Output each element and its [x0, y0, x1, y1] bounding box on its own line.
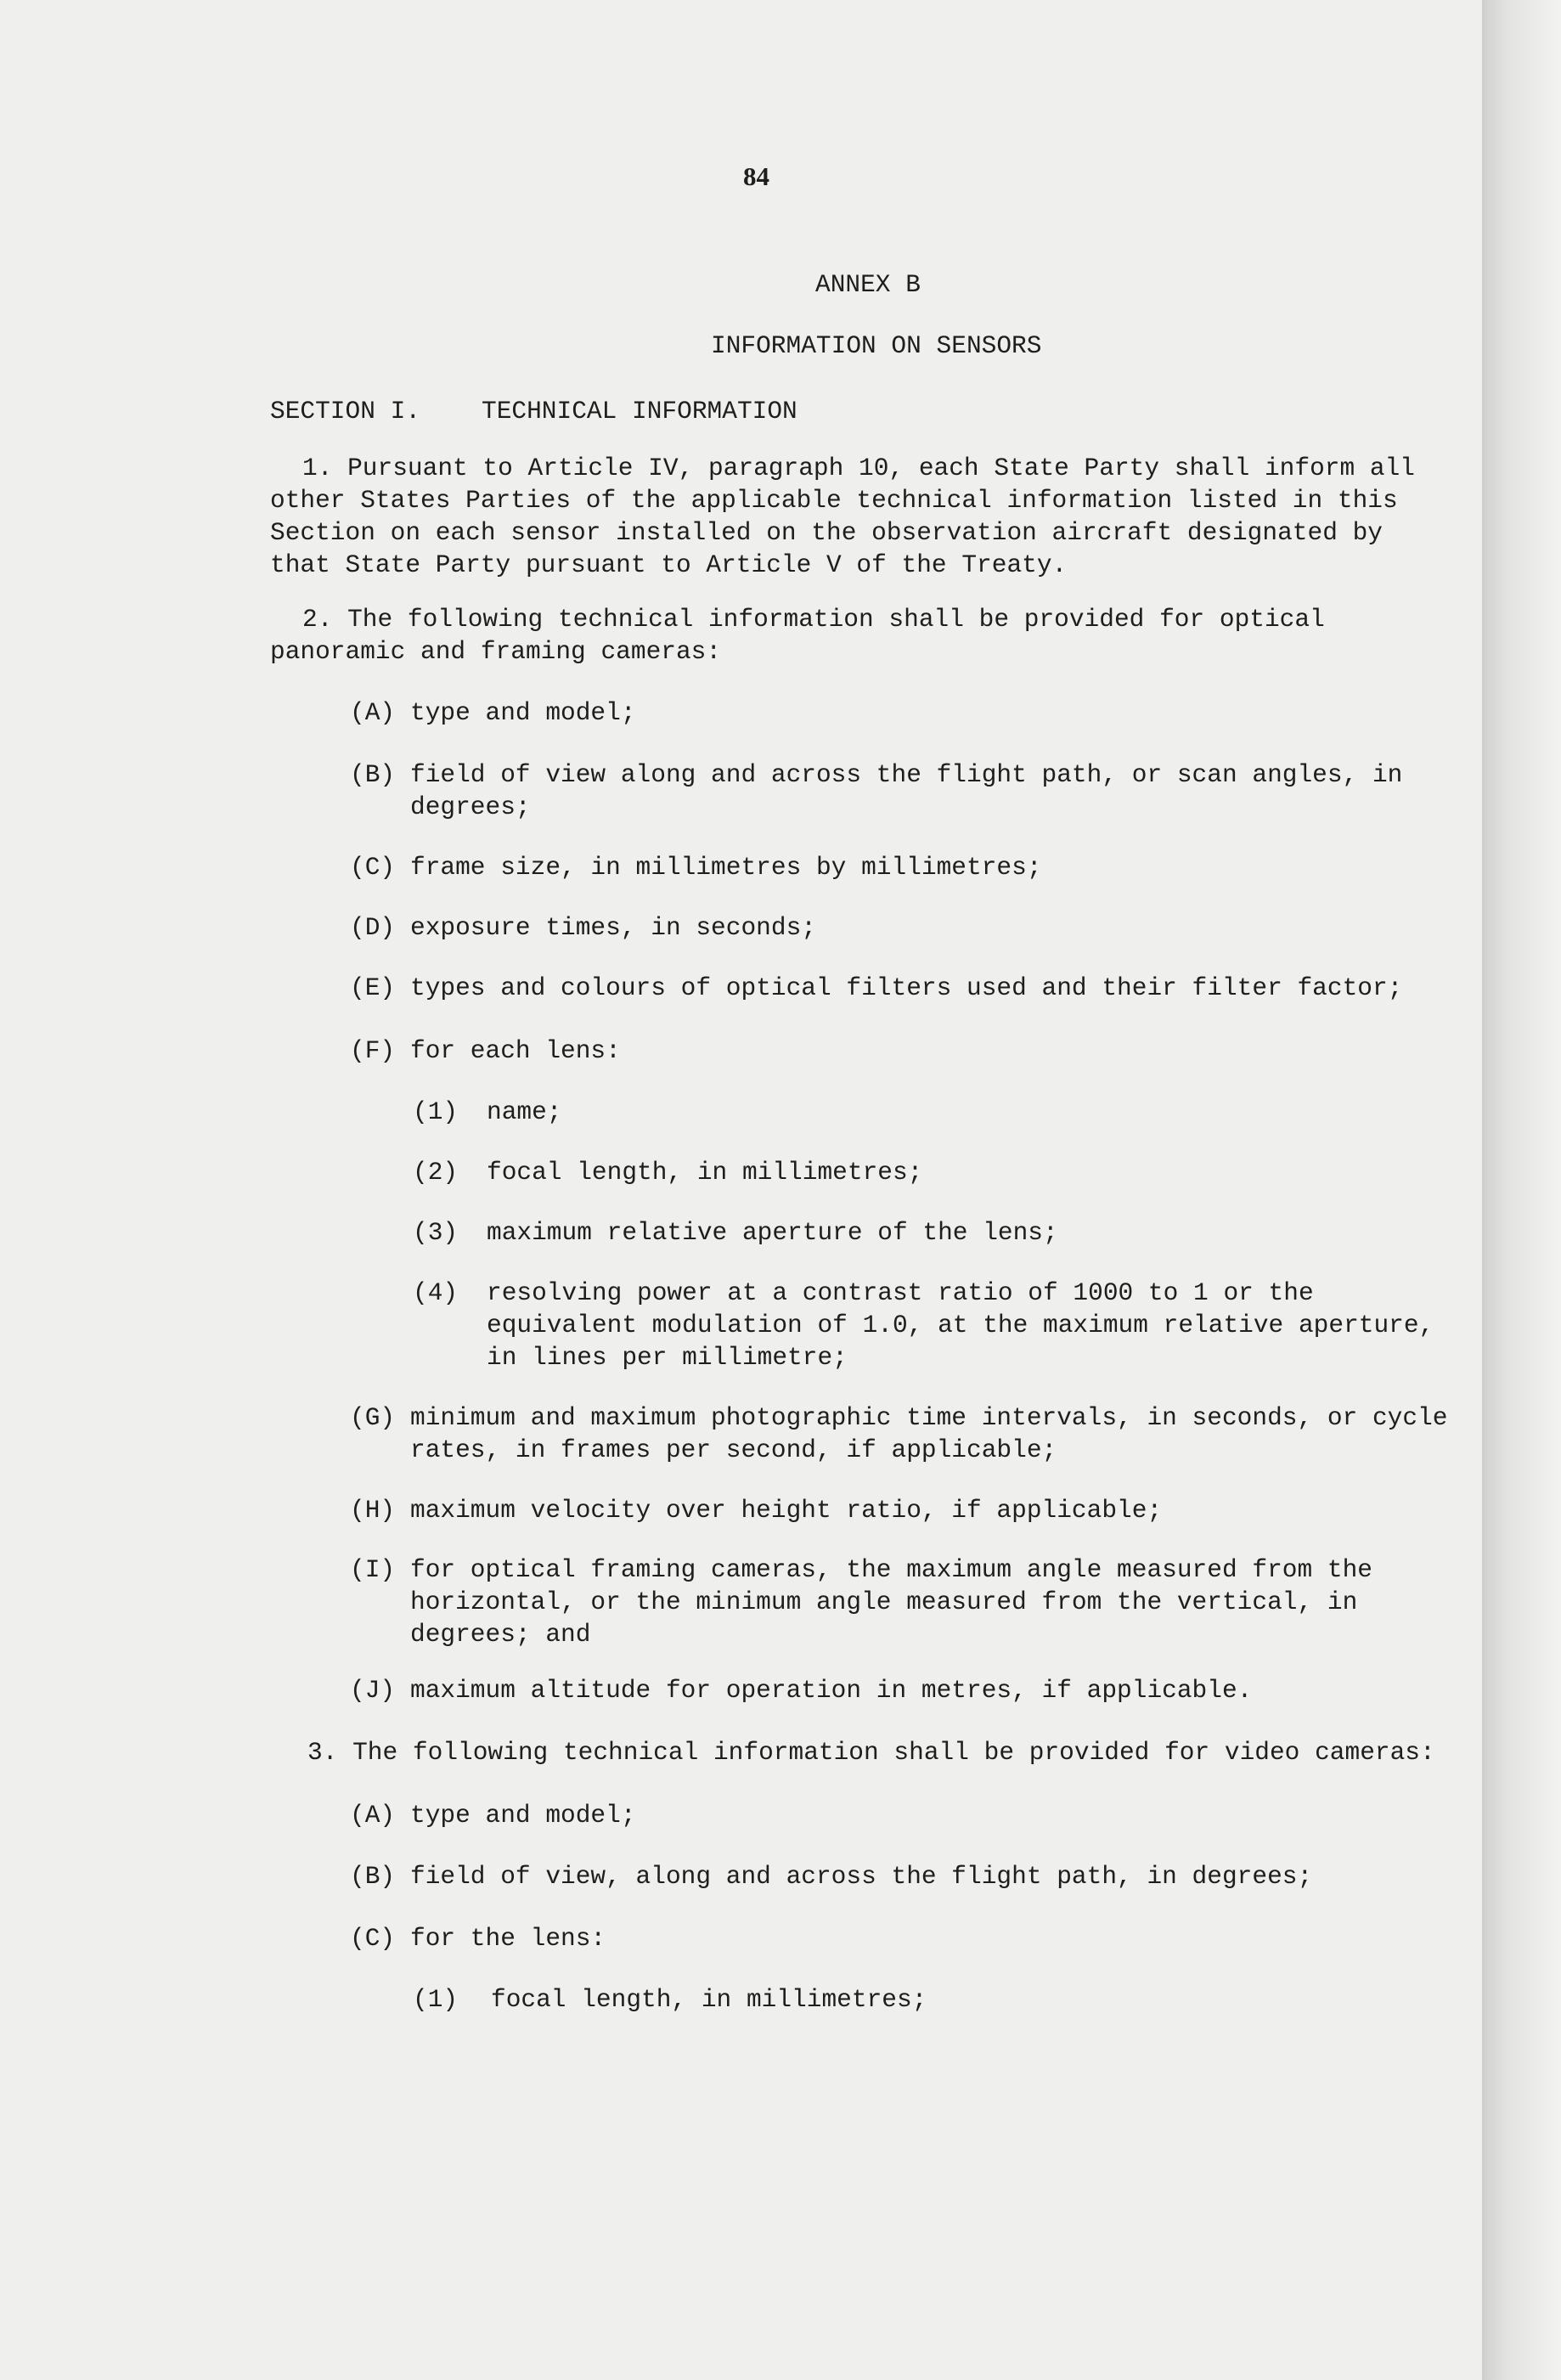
item-label: (H)	[350, 1496, 396, 1525]
item-label: (B)	[350, 1862, 396, 1891]
para3-line: 3. The following technical information shall be provided for video cameras:	[307, 1738, 1435, 1767]
subitem-text: focal length, in millimetres;	[491, 1985, 927, 2014]
item-text: field of view along and across the flight path, or scan angles, in	[410, 760, 1403, 789]
annex-subtitle: INFORMATION ON SENSORS	[711, 331, 1042, 360]
para1-line: 1. Pursuant to Article IV, paragraph 10, each State Party shall inform all	[302, 454, 1416, 482]
item-text: rates, in frames per second, if applicable;	[410, 1435, 1057, 1464]
subitem-text: focal length, in millimetres;	[487, 1158, 923, 1187]
subitem-label: (2)	[413, 1158, 459, 1187]
para1-line: that State Party pursuant to Article V of the Treaty.	[270, 550, 1068, 579]
subitem-label: (4)	[413, 1278, 459, 1307]
item-text: for the lens:	[410, 1924, 606, 1953]
item-text: frame size, in millimetres by millimetres;	[410, 853, 1042, 882]
subitem-label: (1)	[413, 1985, 459, 2014]
item-label: (I)	[350, 1555, 396, 1584]
item-text: maximum velocity over height ratio, if applicable;	[410, 1496, 1163, 1525]
item-text: for optical framing cameras, the maximum angle measured from the	[410, 1555, 1372, 1584]
annex-title: ANNEX B	[815, 270, 921, 299]
para1-line: Section on each sensor installed on the observation aircraft designated by	[270, 518, 1383, 547]
item-text: type and model;	[410, 698, 636, 727]
subitem-text: maximum relative aperture of the lens;	[487, 1218, 1058, 1247]
item-label: (G)	[350, 1403, 396, 1432]
para2-line: 2. The following technical information shall be provided for optical	[302, 605, 1325, 634]
item-text: degrees;	[410, 792, 531, 821]
item-text: field of view, along and across the flight path, in degrees;	[410, 1862, 1313, 1891]
item-label: (D)	[350, 913, 396, 942]
item-text: maximum altitude for operation in metres, if applicable.	[410, 1676, 1253, 1705]
subitem-text: resolving power at a contrast ratio of 1000 to 1 or the	[487, 1278, 1314, 1307]
item-label: (C)	[350, 853, 396, 882]
section-label: SECTION I.	[270, 397, 421, 426]
item-text: exposure times, in seconds;	[410, 913, 816, 942]
item-text: minimum and maximum photographic time intervals, in seconds, or cycle	[410, 1403, 1448, 1432]
subitem-text: name;	[487, 1097, 562, 1126]
subitem-label: (1)	[413, 1097, 459, 1126]
item-text: horizontal, or the minimum angle measured from the vertical, in	[410, 1588, 1358, 1616]
item-text: degrees; and	[410, 1620, 591, 1649]
para1-line: other States Parties of the applicable technical information listed in this	[270, 486, 1398, 515]
item-label: (B)	[350, 760, 396, 789]
item-label: (A)	[350, 1801, 396, 1830]
item-label: (F)	[350, 1036, 396, 1065]
section-title: TECHNICAL INFORMATION	[482, 397, 797, 426]
page-number: 84	[743, 161, 769, 191]
item-label: (E)	[350, 973, 396, 1002]
item-label: (J)	[350, 1676, 396, 1705]
item-label: (A)	[350, 698, 396, 727]
item-text: types and colours of optical filters used and their filter factor;	[410, 973, 1403, 1002]
item-label: (C)	[350, 1924, 396, 1953]
para2-line: panoramic and framing cameras:	[270, 637, 722, 666]
item-text: type and model;	[410, 1801, 636, 1830]
subitem-text: equivalent modulation of 1.0, at the maximum relative aperture,	[487, 1311, 1434, 1339]
subitem-text: in lines per millimetre;	[487, 1343, 848, 1372]
page-edge-shadow	[1482, 0, 1561, 2380]
item-text: for each lens:	[410, 1036, 621, 1065]
subitem-label: (3)	[413, 1218, 459, 1247]
